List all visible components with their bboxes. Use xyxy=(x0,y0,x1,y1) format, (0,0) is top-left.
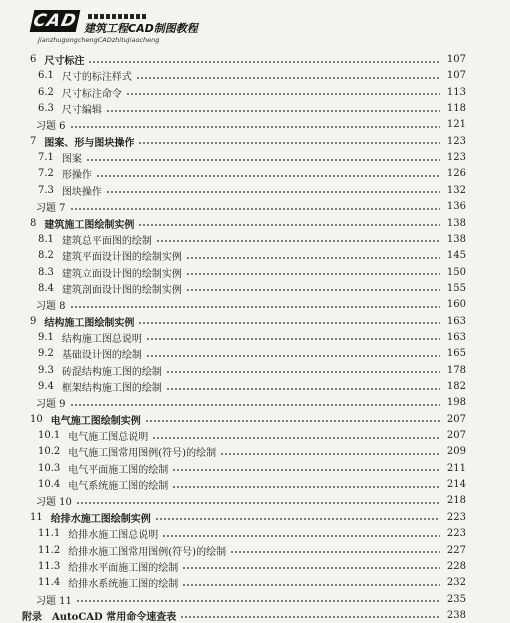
toc-chapter-entry xyxy=(30,134,466,149)
toc-entry-title: 电气平面施工图的绘制 xyxy=(68,464,169,476)
toc-entry-number: 11.1 xyxy=(38,528,61,540)
toc-page-number: 211 xyxy=(446,462,466,474)
dot-leader xyxy=(230,551,440,553)
toc-entry-number: 9.2 xyxy=(38,348,54,360)
toc-page-number: 138 xyxy=(446,233,466,245)
toc-page-number: 218 xyxy=(446,495,466,507)
toc-entry-title: 尺寸标注 xyxy=(44,56,85,67)
toc-entry-title: 尺寸标注命令 xyxy=(61,88,122,100)
toc-entry-title: 给排水施工图常用图例(符号)的绘制 xyxy=(68,546,227,558)
toc-section-entry xyxy=(38,330,466,345)
dot-leader xyxy=(126,93,440,95)
dot-leader xyxy=(86,159,440,161)
toc-entry-number: 6.1 xyxy=(38,70,54,82)
toc-section-entry xyxy=(38,248,466,263)
book-title: 建筑工程CAD制图教程 xyxy=(84,22,198,35)
toc-entry-number: 附录 xyxy=(22,611,42,623)
toc-page-number: 163 xyxy=(446,315,466,327)
toc-entry-title: 电气施工图绘制实例 xyxy=(50,415,141,427)
toc-entry-number: 11 xyxy=(30,511,43,523)
toc-section-entry xyxy=(38,477,466,492)
toc-entry-number: 6.2 xyxy=(38,86,54,98)
dot-leader xyxy=(180,616,440,618)
toc-entry-number: 8.3 xyxy=(38,266,54,278)
toc-entry-number: 8.1 xyxy=(38,233,54,245)
toc-page-number: 138 xyxy=(446,217,466,229)
toc-entry-number: 8.2 xyxy=(38,250,54,262)
toc-section-entry xyxy=(38,265,466,280)
toc-page-number: 107 xyxy=(446,70,466,82)
toc-page-number: 209 xyxy=(446,446,466,458)
dot-leader xyxy=(182,567,440,569)
toc-page-number: 107 xyxy=(446,54,466,65)
dot-leader xyxy=(155,518,440,520)
dot-leader xyxy=(136,77,440,79)
toc-entry-title: 图案、形与图块操作 xyxy=(44,137,135,149)
toc-entry-title: 尺寸的标注样式 xyxy=(61,72,132,84)
dot-leader xyxy=(162,535,440,537)
toc-section-entry xyxy=(38,363,466,378)
toc-page-number: 223 xyxy=(446,511,466,523)
toc-section-entry xyxy=(38,232,466,247)
toc-page-number: 198 xyxy=(446,397,466,409)
toc-entry-title: 结构施工图绘制实例 xyxy=(44,317,135,329)
toc-entry-title: 给排水施工图总说明 xyxy=(68,530,159,542)
toc-page-number: 113 xyxy=(446,86,466,98)
toc-section-entry xyxy=(38,281,466,296)
toc-entry-title: 给排水系统施工图的绘制 xyxy=(68,579,179,591)
book-title-pinyin: JianzhugongchengCADzhituJiaocheng xyxy=(38,36,160,44)
toc-page-number: 207 xyxy=(446,413,466,425)
toc-entry-number: 6 xyxy=(30,54,37,65)
dot-leader xyxy=(145,420,440,422)
dot-leader xyxy=(166,388,440,390)
toc-page-number: 227 xyxy=(446,544,466,556)
dot-leader xyxy=(220,453,440,455)
dot-leader xyxy=(76,502,440,504)
toc-entry-title: 建筑平面设计图的绘制实例 xyxy=(61,252,182,264)
book-logo: CAD xyxy=(31,11,79,31)
toc-page-number: 155 xyxy=(446,282,466,294)
dot-leader xyxy=(186,273,440,275)
dot-leader xyxy=(138,224,440,226)
toc-page-number: 136 xyxy=(446,201,466,213)
toc-entry-title: 框架结构施工图的绘制 xyxy=(61,383,162,394)
toc-exercise-entry xyxy=(36,592,466,607)
toc-exercise-entry xyxy=(36,297,466,312)
dot-leader xyxy=(88,61,440,63)
dot-leader xyxy=(186,289,440,291)
toc-entry-title: 基础设计图的绘制 xyxy=(61,350,142,362)
toc-chapter-entry xyxy=(30,412,466,427)
toc-entry-title: 电气施工图总说明 xyxy=(68,432,149,444)
toc-chapter-entry xyxy=(30,52,466,67)
toc-page-number: 238 xyxy=(446,609,466,621)
toc-entry-title: 习题 8 xyxy=(36,301,66,313)
toc-entry-title: 习题 10 xyxy=(36,497,72,509)
toc-entry-title: 电气系统施工图的绘制 xyxy=(68,481,169,493)
toc-page-number: 150 xyxy=(446,266,466,278)
dot-leader xyxy=(146,355,440,357)
dot-leader xyxy=(96,175,440,177)
toc-chapter-entry xyxy=(30,510,466,525)
toc-section-entry xyxy=(38,526,466,541)
toc-exercise-entry xyxy=(36,493,466,508)
toc-section-entry xyxy=(38,461,466,476)
toc-entry-number: 11.4 xyxy=(38,577,61,589)
toc-entry-number: 10.3 xyxy=(38,462,61,474)
toc-entry-number: 9.4 xyxy=(38,381,54,392)
toc-entry-number: 8 xyxy=(30,217,37,229)
toc-section-entry xyxy=(38,101,466,116)
toc-entry-number: 8.4 xyxy=(38,282,54,294)
toc-section-entry xyxy=(38,543,466,558)
toc-page-number: 214 xyxy=(446,479,466,491)
toc-exercise-entry xyxy=(36,117,466,132)
toc-section-entry xyxy=(38,85,466,100)
toc-entry-title: 习题 11 xyxy=(36,595,72,607)
toc-exercise-entry xyxy=(36,395,466,410)
toc-entry-title: 习题 6 xyxy=(36,121,66,133)
toc-section-entry xyxy=(38,575,466,590)
toc-entry-title: 给排水平面施工图的绘制 xyxy=(68,562,179,574)
toc-page-number: 123 xyxy=(446,135,466,147)
toc-entry-title: 建筑剖面设计图的绘制实例 xyxy=(61,284,182,296)
toc-exercise-entry xyxy=(36,199,466,214)
toc-entry-title: 图块操作 xyxy=(61,186,102,198)
toc-entry-number: 10.4 xyxy=(38,479,61,491)
toc-entry-number: 7 xyxy=(30,135,37,147)
toc-chapter-entry xyxy=(30,314,466,329)
dot-leader xyxy=(70,306,440,308)
dot-leader xyxy=(182,584,440,586)
toc-section-entry xyxy=(38,559,466,574)
toc-entry-title: AutoCAD 常用命令速查表 xyxy=(52,611,177,623)
toc-entry-number: 7.2 xyxy=(38,168,54,180)
toc-entry-number: 7.1 xyxy=(38,152,54,164)
toc-page-number: 163 xyxy=(446,331,466,343)
toc-section-entry xyxy=(38,379,466,394)
toc-page-number: 121 xyxy=(446,119,466,131)
toc-page-number: 160 xyxy=(446,299,466,311)
toc-entry-title: 图案 xyxy=(61,154,82,166)
toc-entry-number: 9 xyxy=(30,315,37,327)
toc-section-entry xyxy=(38,444,466,459)
dot-leader xyxy=(152,437,440,439)
toc-entry-number: 10.1 xyxy=(38,430,61,442)
toc-page-number: 178 xyxy=(446,364,466,376)
dot-leader xyxy=(172,469,440,471)
toc-page-number: 123 xyxy=(446,152,466,164)
dot-leader xyxy=(166,371,440,373)
toc-page-number: 232 xyxy=(446,577,466,589)
toc-section-entry xyxy=(38,150,466,165)
toc-page-number: 228 xyxy=(446,560,466,572)
toc-entry-title: 建筑总平面图的绘制 xyxy=(61,235,152,247)
toc-entry-number: 10.2 xyxy=(38,446,61,458)
toc-section-entry xyxy=(38,183,466,198)
toc-entry-title: 建筑施工图绘制实例 xyxy=(44,219,135,231)
toc-section-entry xyxy=(38,166,466,181)
toc-entry-number: 10 xyxy=(30,413,43,425)
toc-page-number: 145 xyxy=(446,250,466,262)
toc-section-entry xyxy=(38,428,466,443)
dot-leader xyxy=(70,126,440,128)
dot-leader xyxy=(138,142,440,144)
toc-page-number: 165 xyxy=(446,348,466,360)
toc-page-number: 118 xyxy=(446,103,466,115)
toc-appendix-entry xyxy=(22,608,466,623)
dot-leader xyxy=(146,338,440,340)
toc-entry-title: 给排水施工图绘制实例 xyxy=(50,513,151,525)
dot-leader xyxy=(172,486,440,488)
dot-leader xyxy=(106,191,440,193)
dot-leader xyxy=(156,240,440,242)
toc-page-number: 223 xyxy=(446,528,466,540)
toc-page-number: 126 xyxy=(446,168,466,180)
toc-section-entry xyxy=(38,68,466,83)
toc-entry-number: 7.3 xyxy=(38,184,54,196)
dot-leader xyxy=(76,600,440,602)
toc-entry-number: 11.3 xyxy=(38,560,61,572)
toc-page-number: 132 xyxy=(446,184,466,196)
toc-chapter-entry xyxy=(30,216,466,231)
dot-leader xyxy=(106,110,440,112)
dot-leader xyxy=(138,322,440,324)
toc-entry-number: 9.1 xyxy=(38,331,54,343)
toc-entry-title: 电气施工图常用图例(符号)的绘制 xyxy=(68,448,217,460)
dot-leader xyxy=(70,208,440,210)
toc-page-number: 182 xyxy=(446,381,466,392)
toc-entry-title: 习题 9 xyxy=(36,399,66,411)
toc-entry-title: 形操作 xyxy=(61,170,92,182)
toc-entry-title: 建筑立面设计图的绘制实例 xyxy=(61,268,182,280)
toc-entry-number: 6.3 xyxy=(38,103,54,115)
dot-leader xyxy=(186,257,440,259)
toc-entry-title: 尺寸编辑 xyxy=(61,105,102,117)
toc-entry-title: 结构施工图总说明 xyxy=(61,333,142,345)
toc-entry-number: 11.2 xyxy=(38,544,61,556)
dot-leader xyxy=(70,404,440,406)
toc-page-number: 207 xyxy=(446,430,466,442)
toc-entry-number: 9.3 xyxy=(38,364,54,376)
toc-page-number: 235 xyxy=(446,593,466,605)
toc-entry-title: 习题 7 xyxy=(36,203,66,215)
toc-entry-title: 砖混结构施工图的绘制 xyxy=(61,366,162,378)
toc-section-entry xyxy=(38,346,466,361)
